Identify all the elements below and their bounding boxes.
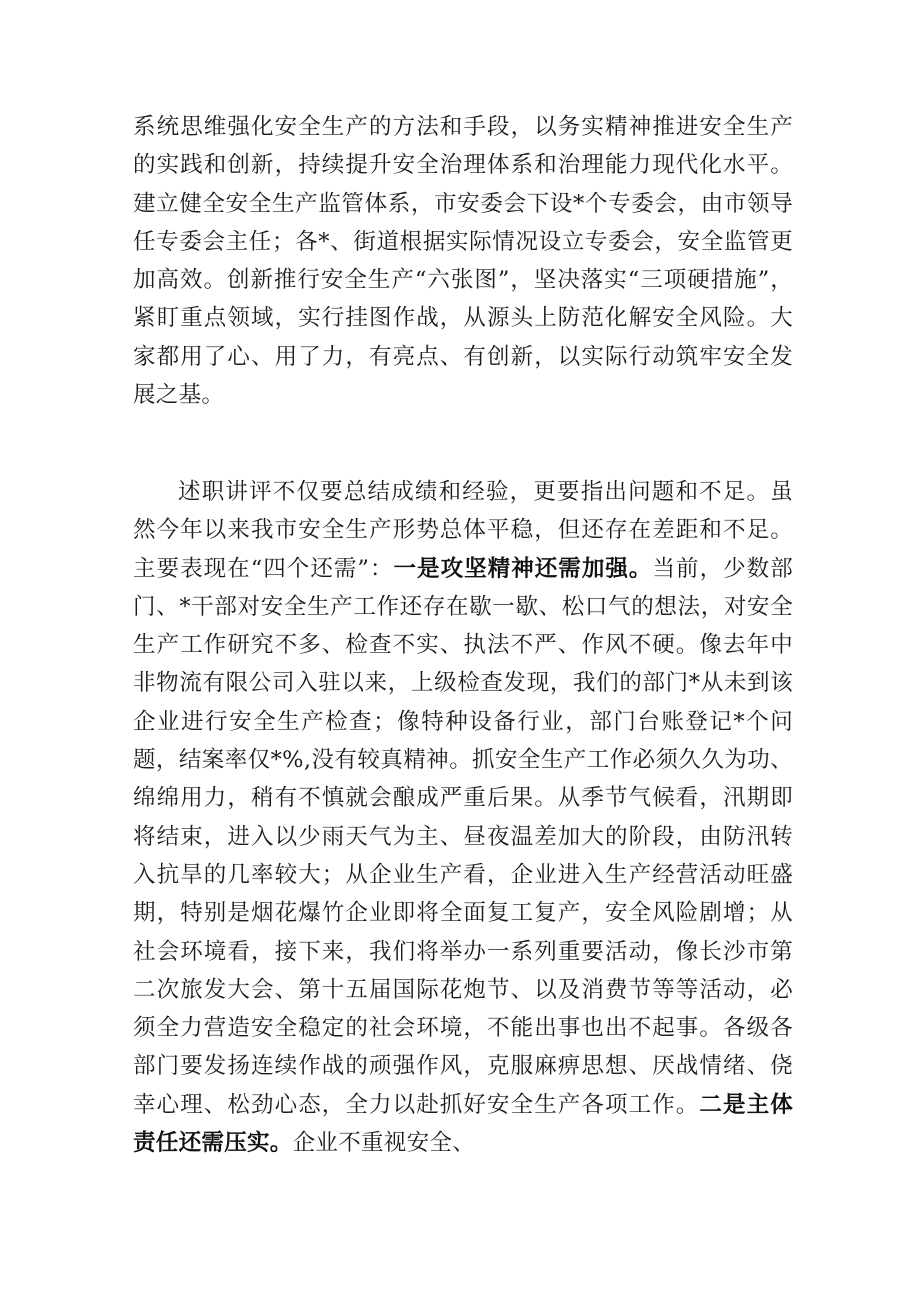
paragraph-2-body: 当前，少数部门、*干部对安全生产工作还存在歇一歇、松口气的想法，对安全生产工作研究不多、检查不实、执法不严、作风不硬。像去年中非物流有限公司入驻以来，上级检查发现，我们的部门*从未到该企业进行安全生产检查；像特种设备行业，部门台账登记*个问题，结案率仅*%,没有较真精神。抓安全生产工作必须久久为功、绵绵用力，稍有不慎就会酿成严重后果。从季节气候看，汛期即将结束，进入以少雨天气为主、昼夜温差加大的阶段，由防汛转入抗旱的几率较大；从企业生产看，企业进入生产经营活动旺盛期，特别是烟花爆竹企业即将全面复工复产，安全风险剧增；从社会环境看，接下来，我们将举办一系列重要活动，像长沙市第二次旅发大会、第十五届国际花炮节、以及消费节等等活动，必须全力营造安全稳定的社会环境，不能出事也出不起事。各级各部门要发扬连续作战的顽强作风，克服麻痹思想、厌战情绪、侥幸心理、松劲心态，全力以赴抓好安全生产各项工作。	[133, 555, 793, 1118]
paragraph-2-tail: 企业不重视安全、	[292, 1130, 476, 1157]
paragraph-1	[133, 108, 793, 414]
heading-point-one: 一是攻坚精神还需加强。	[393, 555, 653, 582]
paragraph-2	[133, 473, 793, 1162]
paragraph-2-intro: 述职讲评不仅要总结成绩和经验，更要指出问题和不足。虽然今年以来我市安全生产形势总体平稳，但还存在差距和不足。主要表现在“四个还需”：	[133, 479, 793, 582]
heading-point-two: 二是主体责任还需压实。	[133, 1091, 794, 1157]
paragraph-1-text: 系统思维强化安全生产的方法和手段，以务实精神推进安全生产的实践和创新，持续提升安全治理体系和治理能力现代化水平。建立健全安全生产监管体系，市安委会下设*个专委会，由市领导任专委会主任；各*、街道根据实际情况设立专委会，安全监管更加高效。创新推行安全生产“六张图”，坚决落实“三项硬措施”，紧盯重点领域，实行挂图作战，从源头上防范化解安全风险。大家都用了心、用了力，有亮点、有创新，以实际行动筑牢安全发展之基。	[133, 114, 793, 409]
